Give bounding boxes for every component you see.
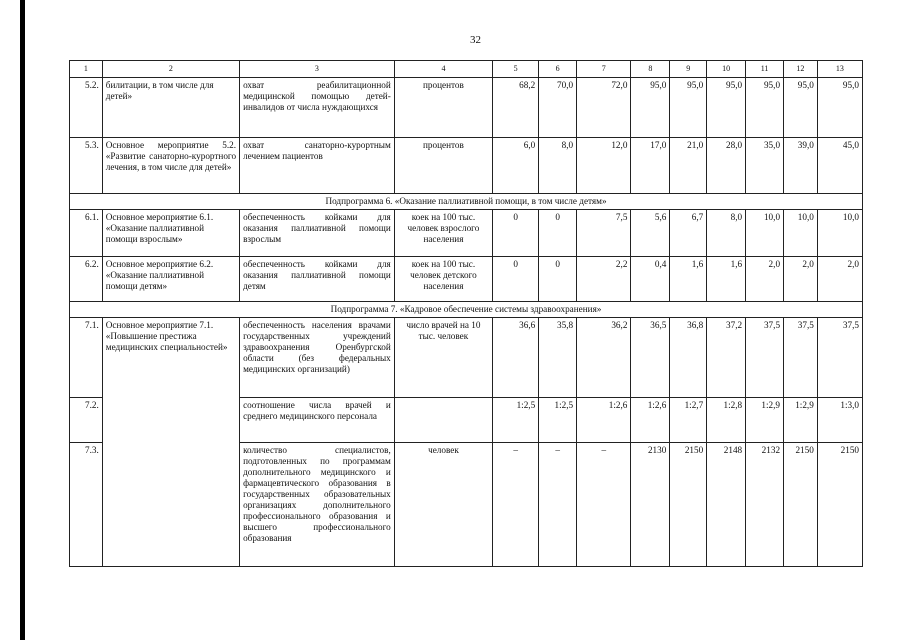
- value-cell: 6,0: [493, 138, 539, 194]
- value-cell: 17,0: [631, 138, 670, 194]
- indicator-name: обеспеченность койками для оказания паллиативной помощи детям: [240, 257, 395, 302]
- value-cell: 70,0: [539, 78, 577, 138]
- scan-edge-shadow: [20, 0, 25, 640]
- value-cell: 28,0: [707, 138, 746, 194]
- header-cell: 12: [784, 61, 818, 78]
- measure-name: [102, 398, 239, 443]
- value-cell: 1:2,6: [631, 398, 670, 443]
- value-cell: 2,0: [784, 257, 818, 302]
- value-cell: 37,2: [707, 318, 746, 398]
- value-cell: 1,6: [670, 257, 707, 302]
- subprogram-6-title: Подпрограмма 6. «Оказание паллиативной помощи, в том числе детям»: [70, 194, 863, 210]
- value-cell: 95,0: [707, 78, 746, 138]
- value-cell: 0: [539, 210, 577, 257]
- value-cell: 12,0: [577, 138, 631, 194]
- value-cell: 6,7: [670, 210, 707, 257]
- header-cell: 10: [707, 61, 746, 78]
- value-cell: 36,2: [577, 318, 631, 398]
- value-cell: 37,5: [746, 318, 784, 398]
- header-cell: 3: [240, 61, 395, 78]
- measure-name: Основное мероприятие 5.2. «Развитие санаторно-курортного лечения, в том числе для детей»: [102, 138, 239, 194]
- value-cell: 8,0: [707, 210, 746, 257]
- header-cell: 13: [817, 61, 862, 78]
- value-cell: –: [539, 443, 577, 567]
- value-cell: –: [577, 443, 631, 567]
- table-row: [70, 78, 863, 138]
- value-cell: 2,0: [817, 257, 862, 302]
- unit: процентов: [394, 138, 492, 194]
- value-cell: 95,0: [631, 78, 670, 138]
- value-cell: 1:2,9: [784, 398, 818, 443]
- value-cell: 1,6: [707, 257, 746, 302]
- header-cell: 2: [102, 61, 239, 78]
- measure-name: билитации, в том числе для детей»: [102, 78, 239, 138]
- indicator-name: соотношение числа врачей и среднего медицинского персонала: [240, 398, 395, 443]
- row-id: 7.1.: [70, 318, 103, 398]
- value-cell: 10,0: [817, 210, 862, 257]
- value-cell: 36,6: [493, 318, 539, 398]
- unit: процентов: [394, 78, 492, 138]
- table-row: [70, 210, 863, 257]
- page-number: 32: [470, 34, 481, 46]
- header-cell: 6: [539, 61, 577, 78]
- header-row: [70, 61, 863, 78]
- header-cell: 11: [746, 61, 784, 78]
- value-cell: 2148: [707, 443, 746, 567]
- value-cell: 72,0: [577, 78, 631, 138]
- measure-name: Основное мероприятие 6.1. «Оказание паллиативной помощи взрослым»: [102, 210, 239, 257]
- row-id: 7.2.: [70, 398, 103, 443]
- value-cell: 95,0: [784, 78, 818, 138]
- value-cell: 0,4: [631, 257, 670, 302]
- row-id: 6.1.: [70, 210, 103, 257]
- row-id: 5.2.: [70, 78, 103, 138]
- value-cell: 2130: [631, 443, 670, 567]
- header-cell: 5: [493, 61, 539, 78]
- value-cell: 2150: [784, 443, 818, 567]
- unit: число врачей на 10 тыс. человек: [394, 318, 492, 398]
- value-cell: 37,5: [817, 318, 862, 398]
- table-row: [70, 257, 863, 302]
- value-cell: 5,6: [631, 210, 670, 257]
- table-row: [70, 398, 863, 443]
- value-cell: 2,2: [577, 257, 631, 302]
- value-cell: 1:3,0: [817, 398, 862, 443]
- value-cell: 39,0: [784, 138, 818, 194]
- value-cell: 10,0: [746, 210, 784, 257]
- value-cell: 0: [539, 257, 577, 302]
- value-cell: 36,5: [631, 318, 670, 398]
- header-cell: 8: [631, 61, 670, 78]
- value-cell: 2,0: [746, 257, 784, 302]
- unit: человек: [394, 443, 492, 567]
- value-cell: 1:2,8: [707, 398, 746, 443]
- value-cell: 45,0: [817, 138, 862, 194]
- value-cell: 35,8: [539, 318, 577, 398]
- value-cell: 95,0: [746, 78, 784, 138]
- measure-name: [102, 443, 239, 567]
- value-cell: 7,5: [577, 210, 631, 257]
- subprogram-7-title: Подпрограмма 7. «Кадровое обеспечение системы здравоохранения»: [70, 302, 863, 318]
- value-cell: 37,5: [784, 318, 818, 398]
- value-cell: 2150: [817, 443, 862, 567]
- value-cell: 95,0: [817, 78, 862, 138]
- header-cell: 9: [670, 61, 707, 78]
- value-cell: –: [493, 443, 539, 567]
- value-cell: 0: [493, 210, 539, 257]
- row-id: 6.2.: [70, 257, 103, 302]
- value-cell: 0: [493, 257, 539, 302]
- value-cell: 10,0: [784, 210, 818, 257]
- indicator-name: охват реабилитационной медицинской помощью детей-инвалидов от числа нуждающихся: [240, 78, 395, 138]
- indicator-name: количество специалистов, подготовленных по программам дополнительного медицинского и фармацевтического образования в государственных образовательных организациях дополнительного профессионального образования и высшего профессионального образования: [240, 443, 395, 567]
- value-cell: 1:2,5: [539, 398, 577, 443]
- indicators-table: [69, 60, 863, 567]
- indicator-name: охват санаторно-курортным лечением пациентов: [240, 138, 395, 194]
- unit: коек на 100 тыс. человек детского населения: [394, 257, 492, 302]
- value-cell: 36,8: [670, 318, 707, 398]
- table-row: [70, 318, 863, 398]
- header-cell: 4: [394, 61, 492, 78]
- measure-name: Основное мероприятие 7.1. «Повышение престижа медицинских специальностей»: [102, 318, 239, 398]
- indicator-name: обеспеченность койками для оказания паллиативной помощи взрослым: [240, 210, 395, 257]
- subprogram-heading-row: [70, 302, 863, 318]
- table-row: [70, 443, 863, 567]
- row-id: 5.3.: [70, 138, 103, 194]
- value-cell: 21,0: [670, 138, 707, 194]
- unit: коек на 100 тыс. человек взрослого населения: [394, 210, 492, 257]
- value-cell: 1:2,5: [493, 398, 539, 443]
- measure-name: Основное мероприятие 6.2. «Оказание паллиативной помощи детям»: [102, 257, 239, 302]
- value-cell: 1:2,7: [670, 398, 707, 443]
- unit: [394, 398, 492, 443]
- indicator-name: обеспеченность населения врачами государственных учреждений здравоохранения Оренбургской области (без федеральных медицинских организаций): [240, 318, 395, 398]
- value-cell: 1:2,9: [746, 398, 784, 443]
- row-id: 7.3.: [70, 443, 103, 567]
- value-cell: 2132: [746, 443, 784, 567]
- value-cell: 95,0: [670, 78, 707, 138]
- value-cell: 1:2,6: [577, 398, 631, 443]
- header-cell: 1: [70, 61, 103, 78]
- value-cell: 2150: [670, 443, 707, 567]
- subprogram-heading-row: [70, 194, 863, 210]
- value-cell: 8,0: [539, 138, 577, 194]
- value-cell: 68,2: [493, 78, 539, 138]
- table-row: [70, 138, 863, 194]
- value-cell: 35,0: [746, 138, 784, 194]
- header-cell: 7: [577, 61, 631, 78]
